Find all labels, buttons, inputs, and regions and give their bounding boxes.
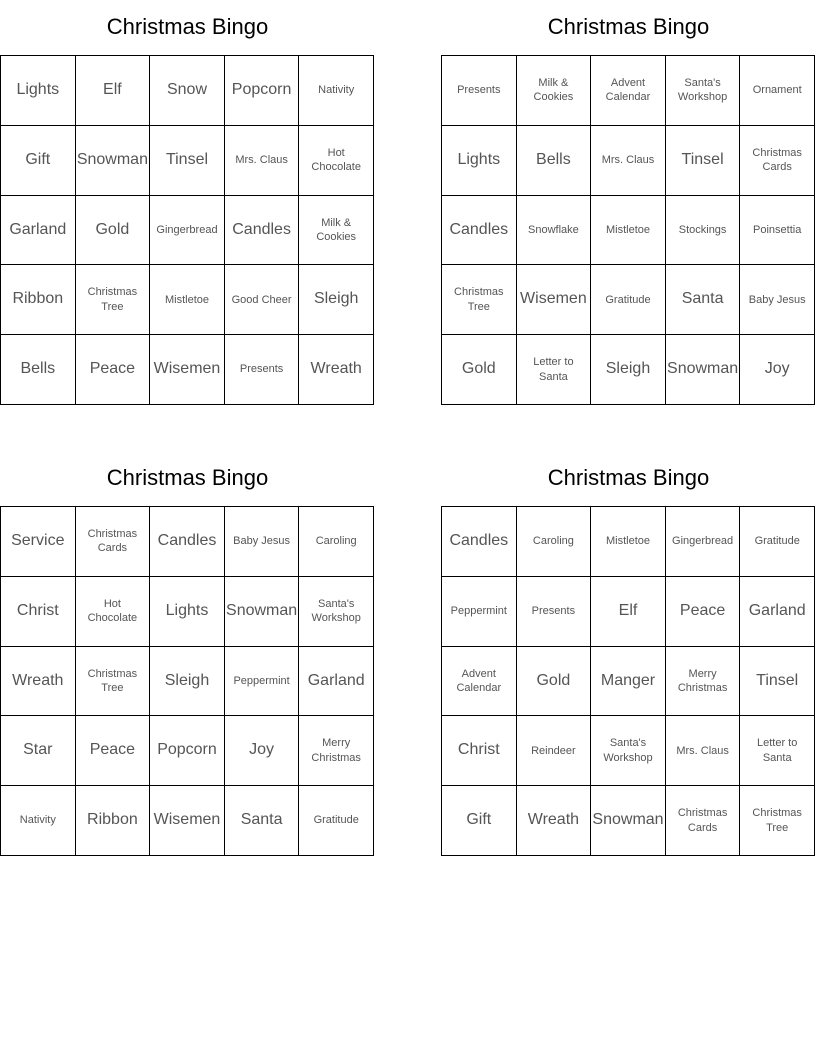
bingo-cell: Ornament [740, 56, 815, 126]
bingo-cell: Ribbon [76, 786, 151, 856]
card-title: Christmas Bingo [106, 465, 269, 490]
bingo-cell: Reindeer [517, 716, 592, 786]
bingo-cell: Gratitude [740, 507, 815, 577]
bingo-cell: Snowman [76, 126, 151, 196]
bingo-cell: Gold [517, 647, 592, 717]
bingo-cell: Candles [225, 196, 300, 266]
bingo-cell: Garland [740, 577, 815, 647]
bingo-cell: Baby Jesus [740, 265, 815, 335]
bingo-cell: Lights [1, 56, 76, 126]
bingo-grid [0, 55, 374, 405]
bingo-cell: Santa's Workshop [299, 577, 374, 647]
bingo-cell: Sleigh [150, 647, 225, 717]
bingo-cell: Candles [442, 507, 517, 577]
bingo-cell: Snowflake [517, 196, 592, 266]
bingo-grid [441, 506, 815, 856]
bingo-cell: Caroling [517, 507, 592, 577]
bingo-cell: Merry Christmas [666, 647, 741, 717]
bingo-cell: Milk & Cookies [517, 56, 592, 126]
bingo-cell: Nativity [299, 56, 374, 126]
card-title: Christmas Bingo [547, 465, 710, 490]
bingo-cell: Lights [442, 126, 517, 196]
bingo-cell: Tinsel [150, 126, 225, 196]
card-title: Christmas Bingo [547, 14, 710, 39]
bingo-cell: Peppermint [442, 577, 517, 647]
bingo-cell: Mistletoe [591, 507, 666, 577]
bingo-cell: Gift [1, 126, 76, 196]
bingo-cell: Peppermint [225, 647, 300, 717]
bingo-cell: Gratitude [591, 265, 666, 335]
bingo-cell: Mistletoe [591, 196, 666, 266]
bingo-cell: Presents [225, 335, 300, 405]
bingo-cell: Gratitude [299, 786, 374, 856]
bingo-cell: Letter to Santa [517, 335, 592, 405]
bingo-cell: Popcorn [150, 716, 225, 786]
bingo-cell: Presents [442, 56, 517, 126]
bingo-cell: Wreath [517, 786, 592, 856]
bingo-cell: Good Cheer [225, 265, 300, 335]
bingo-cell: Santa's Workshop [591, 716, 666, 786]
bingo-cell: Lights [150, 577, 225, 647]
bingo-cell: Christmas Tree [442, 265, 517, 335]
bingo-cell: Hot Chocolate [299, 126, 374, 196]
bingo-cell: Peace [76, 716, 151, 786]
bingo-cell: Christmas Cards [76, 507, 151, 577]
bingo-cell: Christmas Cards [666, 786, 741, 856]
bingo-grid [441, 55, 815, 405]
bingo-cell: Merry Christmas [299, 716, 374, 786]
bingo-cell: Wisemen [150, 335, 225, 405]
bingo-cell: Baby Jesus [225, 507, 300, 577]
bingo-cell: Gingerbread [666, 507, 741, 577]
bingo-cell: Christmas Tree [740, 786, 815, 856]
bingo-cell: Joy [740, 335, 815, 405]
bingo-cell: Santa's Workshop [666, 56, 741, 126]
bingo-cell: Gift [442, 786, 517, 856]
bingo-cell: Peace [76, 335, 151, 405]
bingo-cell: Peace [666, 577, 741, 647]
bingo-cell: Christmas Tree [76, 265, 151, 335]
bingo-cell: Garland [299, 647, 374, 717]
bingo-cell: Bells [1, 335, 76, 405]
bingo-cell: Snowman [225, 577, 300, 647]
bingo-cell: Christmas Cards [740, 126, 815, 196]
bingo-cell: Candles [442, 196, 517, 266]
bingo-cell: Candles [150, 507, 225, 577]
bingo-cell: Wisemen [517, 265, 592, 335]
bingo-cell: Advent Calendar [442, 647, 517, 717]
bingo-cell: Hot Chocolate [76, 577, 151, 647]
bingo-cell: Manger [591, 647, 666, 717]
bingo-cell: Advent Calendar [591, 56, 666, 126]
bingo-cell: Santa [666, 265, 741, 335]
bingo-cell: Milk & Cookies [299, 196, 374, 266]
bingo-cell: Mrs. Claus [591, 126, 666, 196]
bingo-cell: Letter to Santa [740, 716, 815, 786]
bingo-cell: Popcorn [225, 56, 300, 126]
bingo-cell: Nativity [1, 786, 76, 856]
bingo-cell: Joy [225, 716, 300, 786]
bingo-cell: Wreath [299, 335, 374, 405]
bingo-cell: Santa [225, 786, 300, 856]
bingo-cell: Christ [1, 577, 76, 647]
card-title: Christmas Bingo [106, 14, 269, 39]
bingo-cell: Gold [442, 335, 517, 405]
bingo-cell: Star [1, 716, 76, 786]
bingo-cell: Snow [150, 56, 225, 126]
bingo-cell: Snowman [666, 335, 741, 405]
bingo-cell: Mrs. Claus [225, 126, 300, 196]
bingo-cell: Gingerbread [150, 196, 225, 266]
bingo-cell: Stockings [666, 196, 741, 266]
bingo-cell: Christ [442, 716, 517, 786]
bingo-cell: Sleigh [299, 265, 374, 335]
bingo-cell: Elf [591, 577, 666, 647]
bingo-cell: Presents [517, 577, 592, 647]
bingo-cell: Service [1, 507, 76, 577]
bingo-cell: Wreath [1, 647, 76, 717]
bingo-cell: Snowman [591, 786, 666, 856]
bingo-cell: Tinsel [666, 126, 741, 196]
bingo-cell: Wisemen [150, 786, 225, 856]
bingo-cell: Caroling [299, 507, 374, 577]
bingo-grid [0, 506, 374, 856]
bingo-cell: Mrs. Claus [666, 716, 741, 786]
bingo-cell: Tinsel [740, 647, 815, 717]
bingo-cell: Gold [76, 196, 151, 266]
bingo-cell: Poinsettia [740, 196, 815, 266]
bingo-cell: Sleigh [591, 335, 666, 405]
bingo-cell: Garland [1, 196, 76, 266]
bingo-cell: Elf [76, 56, 151, 126]
bingo-cell: Mistletoe [150, 265, 225, 335]
bingo-cell: Christmas Tree [76, 647, 151, 717]
bingo-cell: Ribbon [1, 265, 76, 335]
bingo-cell: Bells [517, 126, 592, 196]
